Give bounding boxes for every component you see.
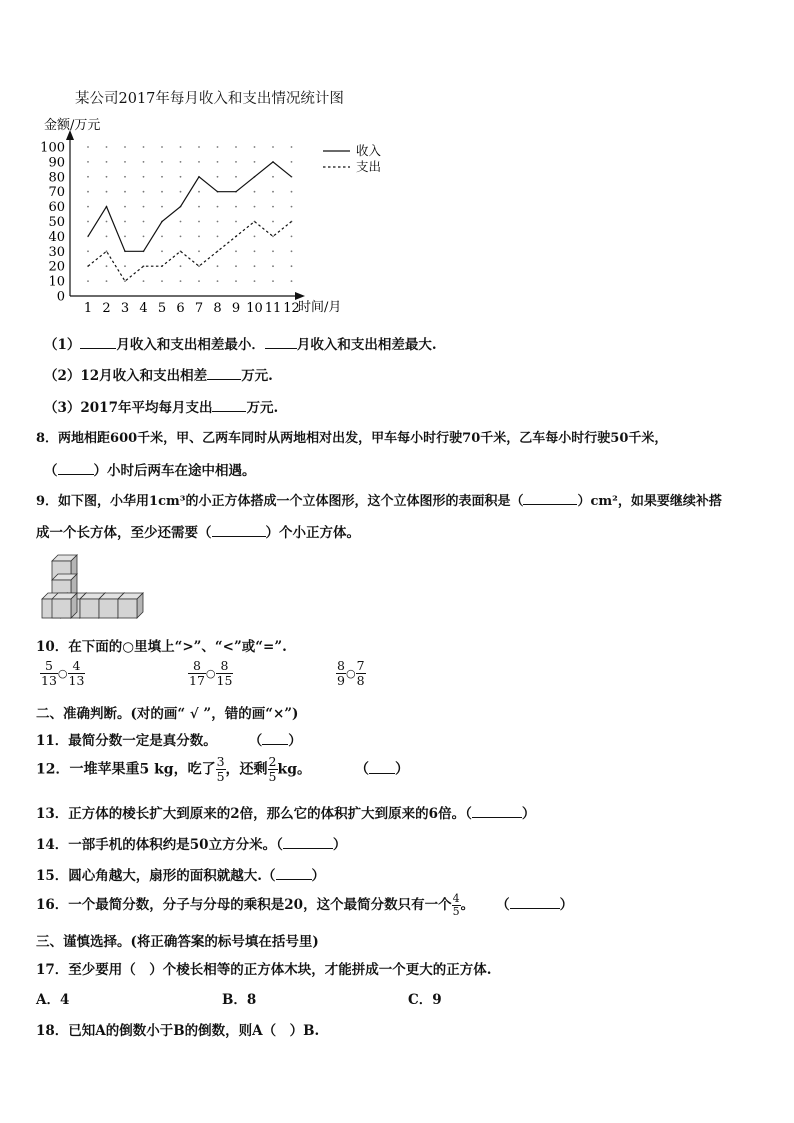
grid-dot — [291, 236, 293, 238]
grid-dot — [217, 280, 219, 282]
grid-dot — [143, 176, 145, 178]
cube-front — [52, 599, 71, 618]
x-tick-label: 10 — [246, 301, 263, 315]
grid-dot — [272, 221, 274, 223]
grid-dot — [272, 280, 274, 282]
grid-dot — [106, 191, 108, 193]
grid-dot — [272, 265, 274, 267]
compare-circle[interactable]: ○ — [57, 667, 68, 680]
answer-blank[interactable] — [283, 836, 333, 849]
grid-dot — [291, 265, 293, 267]
q9-line1: 9．如下图，小华用1cm³的小正方体搭成一个立体图形，这个立体图形的表面积是（ ）cm²，如果要继续补搭 — [36, 494, 722, 509]
grid-dot — [87, 206, 89, 208]
series-line-income — [88, 162, 292, 251]
x-tick-label: 11 — [264, 301, 282, 315]
y-tick-label: 70 — [48, 185, 65, 201]
y-tick-label: 30 — [48, 244, 65, 260]
grid-dot — [235, 161, 237, 163]
q9-line2: 成一个长方体，至少还需要（ ）个小正方体。 — [36, 525, 360, 541]
q10-prompt: 10．在下面的○里填上“>”、“<”或“=”. — [36, 639, 287, 655]
grid-dot — [254, 250, 256, 252]
grid-dot — [235, 250, 237, 252]
grid-dot — [124, 236, 126, 238]
compare-circle[interactable]: ○ — [205, 667, 216, 680]
x-tick-labels — [84, 301, 300, 315]
q8-line2: （ ）小时后两车在途中相遇。 — [44, 463, 256, 479]
y-tick-labels — [40, 141, 65, 305]
grid-dot — [291, 146, 293, 148]
q7-part3: （3）2017年平均每月支出 万元. — [44, 400, 279, 416]
series-line-expense — [88, 222, 292, 282]
grid-dot — [161, 250, 163, 252]
grid-dot — [106, 161, 108, 163]
cube-front — [118, 599, 137, 618]
answer-blank[interactable] — [510, 896, 560, 909]
grid-dot — [291, 206, 293, 208]
x-tick-label: 4 — [139, 301, 148, 315]
grid-dot — [161, 176, 163, 178]
grid-dot — [106, 221, 108, 223]
x-tick-label: 2 — [102, 301, 111, 315]
grid-dot — [217, 146, 219, 148]
q14: 14．一部手机的体积约是50立方分米。（ ） — [36, 837, 347, 853]
grid-dot — [254, 265, 256, 267]
q17-option-b[interactable]: B．8 — [222, 992, 257, 1008]
y-tick-label: 10 — [48, 274, 65, 290]
fraction: $\frac{4}{13}$ — [68, 658, 85, 688]
fraction: $\frac{3}{5}$ — [216, 754, 225, 784]
fraction: $\frac{8}{9}$ — [337, 658, 345, 688]
grid-dot — [254, 146, 256, 148]
grid-dot — [87, 280, 89, 282]
grid-dot — [291, 161, 293, 163]
grid-dot — [124, 280, 126, 282]
x-tick-label: 12 — [283, 301, 300, 315]
grid-dot — [143, 206, 145, 208]
grid-dot — [272, 206, 274, 208]
grid-dot — [254, 236, 256, 238]
grid-dot — [87, 146, 89, 148]
fraction: $\frac{8}{17}$ — [189, 658, 205, 688]
grid-dot — [161, 236, 163, 238]
x-tick-label: 6 — [176, 301, 185, 315]
answer-blank[interactable] — [262, 732, 288, 745]
grid-dot — [124, 206, 126, 208]
legend-label-expense: 支出 — [356, 159, 382, 174]
y-tick-label: 100 — [40, 140, 65, 156]
grid-dot — [217, 161, 219, 163]
x-tick-label: 9 — [231, 301, 241, 315]
grid-dot — [198, 206, 200, 208]
grid-dot — [106, 146, 108, 148]
grid-dot — [198, 161, 200, 163]
x-tick-label: 7 — [194, 301, 204, 315]
grid-dot — [254, 191, 256, 193]
grid-dot — [87, 191, 89, 193]
q17-option-c[interactable]: C．9 — [408, 992, 442, 1008]
grid-dot — [217, 236, 219, 238]
answer-blank[interactable] — [212, 524, 266, 537]
grid-dot — [198, 221, 200, 223]
grid-dot — [217, 221, 219, 223]
grid-dot — [87, 250, 89, 252]
grid-dot — [106, 236, 108, 238]
grid-dot — [235, 265, 237, 267]
grid-dot — [272, 176, 274, 178]
section-3-heading: 三、谨慎选择。(将正确答案的标号填在括号里) — [36, 934, 319, 950]
grid-dot — [180, 161, 182, 163]
y-tick-label: 0 — [56, 289, 65, 305]
fraction: $\frac{5}{13}$ — [41, 658, 57, 688]
q10-pair-2 — [188, 659, 233, 688]
grid-dot — [180, 236, 182, 238]
chart-legend — [323, 143, 382, 174]
chart-title: 某公司2017年每月收入和支出情况统计图 — [75, 91, 344, 107]
q17-option-a[interactable]: A．4 — [36, 992, 70, 1008]
x-axis-arrow — [295, 292, 305, 300]
grid-dot — [254, 206, 256, 208]
grid-dot — [106, 176, 108, 178]
y-tick-label: 80 — [48, 170, 65, 186]
compare-circle[interactable]: ○ — [345, 667, 356, 680]
grid-dot — [198, 191, 200, 193]
q17: 17．至少要用（ ）个棱长相等的正方体木块，才能拼成一个更大的正方体. — [36, 962, 492, 978]
q10-pair-1 — [40, 659, 85, 688]
grid-dot — [161, 206, 163, 208]
answer-blank[interactable] — [472, 805, 522, 818]
answer-blank[interactable] — [523, 492, 577, 505]
grid-dot — [124, 265, 126, 267]
grid-dot — [124, 161, 126, 163]
q18: 18．已知A的倒数小于B的倒数，则A（ ）B. — [36, 1023, 320, 1039]
grid-dot — [272, 250, 274, 252]
unit-cube — [52, 593, 77, 618]
q8-line1: 8．两地相距600千米，甲、乙两车同时从两地相对出发，甲车每小时行驶70千米，乙车每小时行驶50千米， — [36, 431, 668, 446]
grid-dot — [143, 146, 145, 148]
line-chart — [30, 110, 400, 315]
grid-dot — [198, 236, 200, 238]
y-tick-label: 90 — [48, 155, 65, 171]
grid-dot — [143, 221, 145, 223]
y-tick-label: 50 — [48, 215, 65, 230]
grid-dot — [87, 176, 89, 178]
q7-part2: （2）12月收入和支出相差 万元. — [44, 368, 273, 384]
grid-dot — [272, 236, 274, 238]
cube-front — [80, 599, 99, 618]
q10-pair-3 — [336, 659, 366, 688]
grid-dot — [235, 280, 237, 282]
grid-dot — [180, 265, 182, 267]
grid-dot — [143, 161, 145, 163]
grid-dot — [291, 280, 293, 282]
grid-dot — [106, 265, 108, 267]
grid-dot — [106, 280, 108, 282]
section-2-heading: 二、准确判断。(对的画“ √ ”，错的画“×”) — [36, 706, 299, 722]
grid-dot — [87, 161, 89, 163]
grid-dot — [272, 146, 274, 148]
grid-dot — [161, 161, 163, 163]
fraction: $\frac{7}{8}$ — [356, 658, 365, 688]
grid-dot — [235, 176, 237, 178]
x-tick-label: 5 — [157, 301, 167, 315]
grid-dot — [161, 146, 163, 148]
answer-blank[interactable] — [212, 399, 246, 412]
q11: 11．最简分数一定是真分数。 （ ） — [36, 733, 302, 749]
y-tick-label: 60 — [48, 200, 65, 216]
answer-blank[interactable] — [276, 867, 312, 880]
grid-dot — [217, 265, 219, 267]
y-tick-label: 40 — [48, 229, 65, 245]
grid-dot — [180, 191, 182, 193]
fraction: $\frac{2}{5}$ — [268, 754, 277, 784]
q16: 16．一个最简分数，分子与分母的乘积是20，这个最简分数只有一个 $\frac{4}{5}$ 。 （ ） — [36, 892, 574, 918]
q7-part1: （1） 月收入和支出相差最小． 月收入和支出相差最大. — [44, 337, 437, 353]
y-tick-label: 20 — [48, 259, 65, 275]
answer-blank[interactable] — [58, 462, 94, 475]
chart-grid — [87, 146, 292, 282]
grid-dot — [124, 176, 126, 178]
x-axis-label: 时间/月 — [298, 300, 342, 315]
grid-dot — [291, 191, 293, 193]
chart-series — [88, 162, 292, 281]
grid-dot — [235, 146, 237, 148]
grid-dot — [198, 265, 200, 267]
cube-front — [99, 599, 118, 618]
grid-dot — [198, 250, 200, 252]
x-tick-label: 8 — [213, 301, 222, 315]
answer-blank[interactable] — [80, 336, 116, 349]
grid-dot — [161, 191, 163, 193]
q12: 12．一堆苹果重5 kg，吃了 $\frac{3}{5}$ ，还剩 $\frac{2}{5}$ kg。 （ ） — [36, 754, 409, 784]
answer-blank[interactable] — [265, 336, 297, 349]
fraction: $\frac{8}{15}$ — [216, 658, 233, 688]
grid-dot — [106, 250, 108, 252]
x-tick-label: 1 — [83, 301, 93, 315]
answer-blank[interactable] — [369, 761, 395, 774]
grid-dot — [143, 280, 145, 282]
grid-dot — [180, 176, 182, 178]
grid-dot — [235, 221, 237, 223]
grid-dot — [124, 191, 126, 193]
grid-dot — [124, 221, 126, 223]
q13: 13．正方体的棱长扩大到原来的2倍，那么它的体积扩大到原来的6倍。（ ） — [36, 806, 536, 822]
grid-dot — [161, 280, 163, 282]
grid-dot — [124, 146, 126, 148]
grid-dot — [235, 206, 237, 208]
grid-dot — [272, 191, 274, 193]
grid-dot — [291, 250, 293, 252]
q15: 15．圆心角越大，扇形的面积就越大.（ ） — [36, 868, 325, 884]
unit-cube — [118, 593, 143, 618]
grid-dot — [254, 280, 256, 282]
grid-dot — [198, 280, 200, 282]
grid-dot — [143, 236, 145, 238]
x-tick-label: 3 — [120, 301, 130, 315]
grid-dot — [254, 161, 256, 163]
grid-dot — [217, 176, 219, 178]
fraction: $\frac{4}{5}$ — [452, 892, 460, 918]
answer-blank[interactable] — [207, 367, 241, 380]
grid-dot — [217, 206, 219, 208]
grid-dot — [180, 280, 182, 282]
grid-dot — [87, 221, 89, 223]
y-axis-label: 金额/万元 — [44, 118, 101, 133]
grid-dot — [180, 221, 182, 223]
legend-label-income: 收入 — [356, 143, 382, 158]
cube-figure — [38, 549, 163, 624]
grid-dot — [180, 146, 182, 148]
grid-dot — [198, 146, 200, 148]
grid-dot — [143, 191, 145, 193]
